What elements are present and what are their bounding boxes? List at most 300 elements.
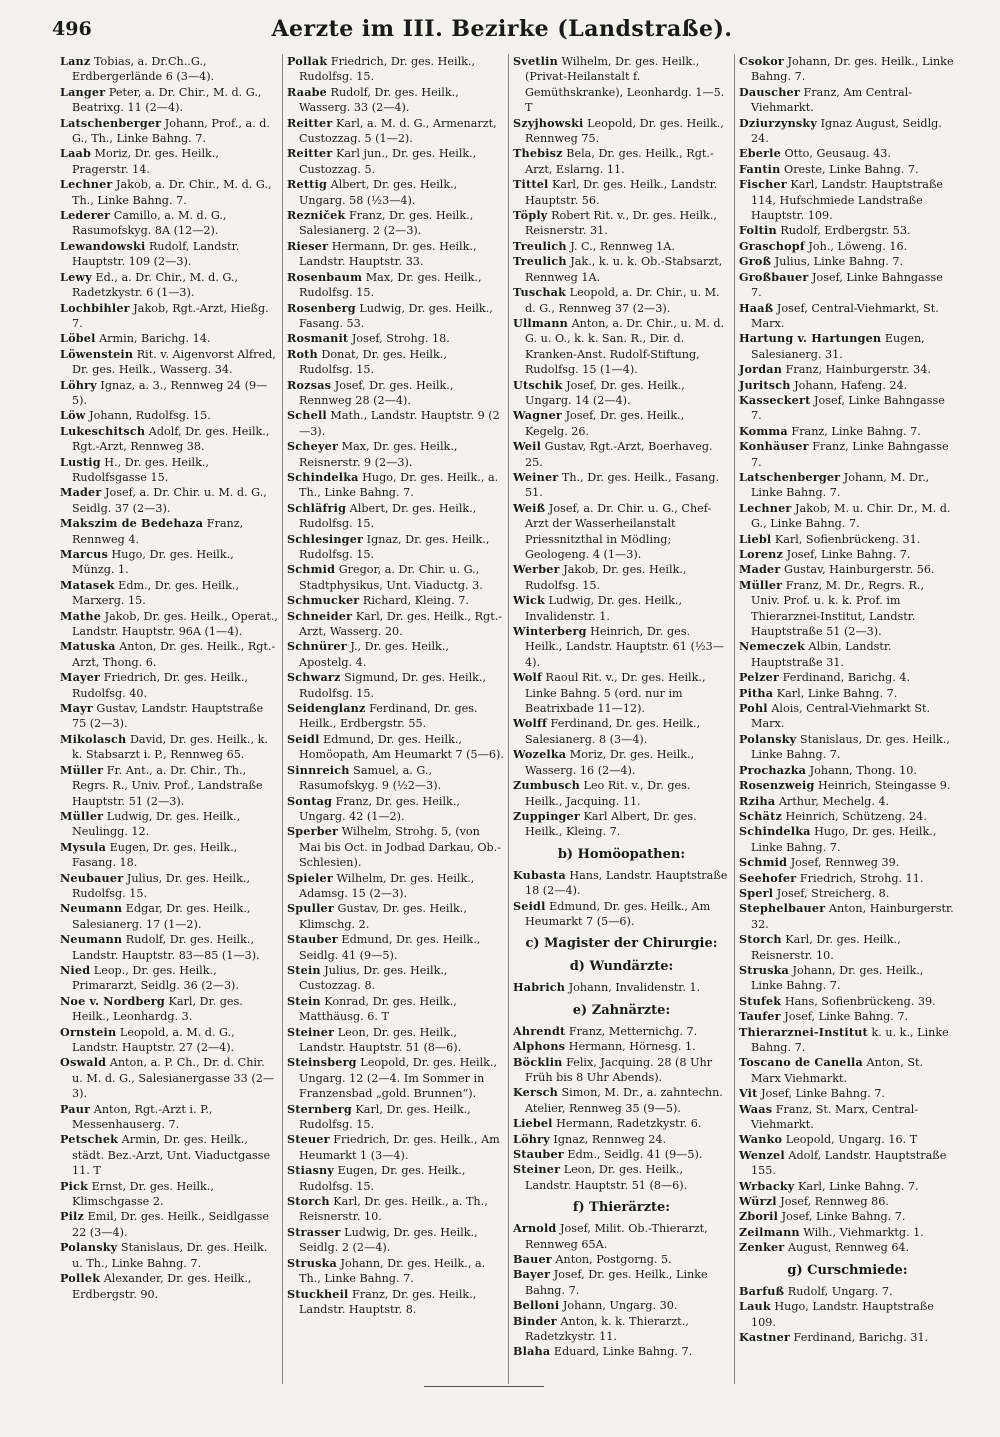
directory-entry <box>739 963 956 994</box>
directory-entry <box>287 1025 504 1056</box>
entry-name: Zboril <box>739 1209 779 1224</box>
entry-details: Johann, Prof., a. d. G., Th., Linke Bahng. 7. <box>72 116 270 146</box>
entry-details: Karl, Linke Bahng. 7. <box>773 686 898 700</box>
entry-name: Lechner <box>60 177 113 192</box>
entry-details: Josef, Strohg. 18. <box>348 332 450 346</box>
directory-entry <box>739 1148 956 1179</box>
entry-details: Josef, Central-Viehmarkt, St. Marx. <box>751 301 939 330</box>
entry-name: Neubauer <box>60 870 124 885</box>
entry-details: Karl, Dr. ges. Heilk., Landstr. Hauptstr. 56. <box>525 178 718 207</box>
section-heading: e) Zahnärzte: <box>572 1002 671 1018</box>
entry-details: Ludwig, Dr. ges. Heilk., Fasang. 53. <box>299 301 493 330</box>
directory-entry <box>739 439 956 470</box>
entry-name: Stiasny <box>287 1163 335 1178</box>
entry-name: Lauk <box>739 1299 771 1314</box>
directory-entry <box>287 670 504 701</box>
entry-name: Dauscher <box>739 84 800 99</box>
entry-name: Wenzel <box>739 1147 785 1162</box>
entry-details: Anton, St. Marx Viehmarkt. <box>751 1056 924 1085</box>
entry-details: Gustav, Dr. ges. Heilk., Klimschg. 2. <box>299 902 467 931</box>
entry-details: Josef, Rennweg 86. <box>776 1195 889 1209</box>
directory-entry <box>513 239 730 254</box>
entry-details: Johann, Invalidenstr. 1. <box>565 981 701 995</box>
entry-details: Anton, k. k. Thierarzt., Radetzkystr. 11. <box>525 1314 689 1344</box>
directory-entry <box>513 470 730 501</box>
directory-entry <box>513 146 730 177</box>
entry-details: Gustav, Hainburgerstr. 56. <box>780 563 935 577</box>
entry-name: Pollek <box>60 1271 101 1286</box>
entry-name: Pelzer <box>739 670 780 685</box>
entry-details: Wilhelm, Strohg. 5, (von Mai bis Oct. in Jodbad Darkau, Ob.-Schlesien). <box>299 825 502 870</box>
entry-name: Latschenberger <box>60 115 162 130</box>
entry-details: Anton, Postgorng. 5. <box>551 1253 672 1267</box>
directory-entry <box>287 1132 504 1163</box>
entry-details: Ignaz, a. 3., Rennweg 24 (9—5). <box>72 378 268 407</box>
directory-entry <box>287 1256 504 1287</box>
entry-name: Werber <box>513 562 560 577</box>
directory-entry <box>287 901 504 932</box>
entry-name: Weiß <box>513 500 546 515</box>
entry-name: Polansky <box>739 731 797 746</box>
entry-name: Löhry <box>60 377 97 392</box>
directory-entry <box>287 871 504 902</box>
entry-name: Wolff <box>513 716 547 731</box>
column-3 <box>508 54 734 1384</box>
entry-details: Ernst, Dr. ges. Heilk., Klimschgasse 2. <box>72 1179 214 1209</box>
directory-entry <box>739 1284 956 1299</box>
entry-details: Franz, Dr. ges. Heilk., Salesianerg. 2 (2—3). <box>299 209 474 238</box>
entry-name: Spuller <box>287 901 334 916</box>
directory-entry <box>739 116 956 147</box>
entry-details: Franz, Hainburgerstr. 34. <box>782 363 931 377</box>
entry-details: Josef, a. Dr. Chir. u. M. d. G., Seidlg. 37 (2—3). <box>72 486 267 515</box>
directory-entry <box>513 1116 730 1131</box>
section-heading: c) Magister der Chirurgie: <box>525 936 718 952</box>
entry-name: Müller <box>739 577 783 592</box>
directory-entry <box>60 901 278 932</box>
entry-name: Schindelka <box>287 469 359 484</box>
directory-entry <box>60 732 278 763</box>
entry-name: Löbel <box>60 331 96 346</box>
entry-name: Svetlin <box>513 54 558 68</box>
entry-details: Bela, Dr. ges. Heilk., Rgt.-Arzt, Eslarng. 11. <box>525 147 714 176</box>
directory-entry <box>287 1287 504 1318</box>
entry-details: Gustav, Rgt.-Arzt, Boerhaveg. 25. <box>525 440 713 469</box>
entry-details: Adolf, Dr. ges. Heilk., Rgt.-Arzt, Rennweg 38. <box>72 424 270 454</box>
directory-entry <box>513 1055 730 1086</box>
entry-name: Nied <box>60 962 91 977</box>
entry-details: Ferdinand, Dr. ges. Heilk., Erdbergstr. 55. <box>299 702 478 731</box>
entry-name: Habrich <box>513 980 566 995</box>
directory-entry <box>513 716 730 747</box>
entry-name: Winterberg <box>513 624 587 639</box>
directory-entry <box>739 223 956 238</box>
entry-details: Heinrich, Steingasse 9. <box>814 779 951 793</box>
entry-details: Edmund, Dr. ges. Heilk., Seidlg. 41 (9—5). <box>299 933 481 962</box>
directory-entry <box>287 116 504 147</box>
directory-entry <box>739 301 956 332</box>
entry-details: Karl, a. M. d. G., Armenarzt, Custozzag. 5 (1—2). <box>299 116 497 146</box>
page-header <box>52 18 952 46</box>
directory-entry <box>60 516 278 547</box>
entry-details: Hermann, Dr. ges. Heilk., Landstr. Hauptstr. 33. <box>299 239 477 269</box>
entry-details: Edmund, Dr. ges. Heilk., Am Heumarkt 7 (5—6). <box>525 899 711 928</box>
directory-entry <box>60 208 278 239</box>
entry-name: Ullmann <box>513 315 569 330</box>
directory-entry <box>739 932 956 963</box>
entry-name: Stephelbauer <box>739 901 826 916</box>
entry-name: Mader <box>60 485 102 500</box>
directory-entry <box>513 177 730 208</box>
entry-name: Mathe <box>60 608 102 623</box>
entry-name: Haaß <box>739 300 774 315</box>
entry-name: Rozsas <box>287 377 332 392</box>
directory-entry <box>739 424 956 439</box>
directory-entry <box>60 840 278 871</box>
entry-details: Ignaz, Rennweg 24. <box>549 1132 667 1146</box>
directory-columns <box>56 54 960 1384</box>
directory-entry <box>513 316 730 378</box>
entry-details: Johann, M. Dr., Linke Bahng. 7. <box>751 470 930 500</box>
directory-entry <box>60 763 278 809</box>
entry-name: Arnold <box>513 1221 557 1236</box>
directory-entry <box>739 1009 956 1024</box>
directory-entry <box>60 609 278 640</box>
entry-details: Felix, Jacquing. 28 (8 Uhr Früh bis 8 Uhr Abends). <box>525 1055 713 1084</box>
entry-name: Töply <box>513 208 548 223</box>
entry-details: Franz, Linke Bahngasse 7. <box>751 440 949 469</box>
entry-name: Mader <box>739 562 781 577</box>
entry-details: Josef, Linke Bahng. 7. <box>783 548 911 561</box>
entry-details: Adolf, Landstr. Hauptstraße 155. <box>751 1148 947 1178</box>
directory-entry <box>739 562 956 577</box>
entry-name: Lechner <box>739 500 792 515</box>
directory-entry <box>739 1025 956 1056</box>
entry-details: Rudolf, Dr. ges. Heilk., Landstr. Hauptstr. 83—85 (1—3). <box>72 933 260 962</box>
directory-entry <box>739 639 956 670</box>
directory-entry <box>513 980 730 995</box>
entry-name: Tuschak <box>513 285 567 300</box>
entry-details: Simon, M. Dr., a. zahntechn. Atelier, Rennweg 35 (9—5). <box>525 1086 723 1115</box>
entry-name: Matasek <box>60 577 115 592</box>
entry-name: Stein <box>287 962 321 977</box>
directory-entry <box>739 547 956 562</box>
directory-entry <box>287 54 504 85</box>
directory-entry <box>60 177 278 208</box>
entry-details: Emil, Dr. ges. Heilk., Seidlgasse 22 (3—4). <box>72 1210 270 1239</box>
entry-name: Rosmanit <box>287 331 349 346</box>
directory-entry <box>739 1194 956 1209</box>
entry-name: Schneider <box>287 608 353 623</box>
entry-name: Stufek <box>739 993 782 1008</box>
directory-entry <box>739 378 956 393</box>
directory-entry <box>513 1039 730 1054</box>
entry-name: Böcklin <box>513 1054 563 1069</box>
entry-name: Struska <box>739 962 789 977</box>
directory-entry <box>287 532 504 563</box>
entry-details: David, Dr. ges. Heilk., k. k. Stabsarzt i. P., Rennweg 65. <box>72 732 268 762</box>
entry-details: Leopold, Dr. ges. Heilk., Ungarg. 12 (2—4. Im Sommer in Franzensbad „gold. Brunnen“). <box>299 1056 498 1101</box>
directory-entry <box>287 763 504 794</box>
entry-name: Schätz <box>739 808 782 823</box>
directory-entry <box>739 254 956 269</box>
entry-details: Rudolf, Ungarg. 7. <box>784 1284 893 1298</box>
entry-name: Stauber <box>513 1147 564 1161</box>
entry-name: Wolf <box>513 670 542 685</box>
entry-details: Leon, Dr. ges. Heilk., Landstr. Hauptstr. 51 (8—6). <box>525 1163 688 1192</box>
entry-name: Spieler <box>287 870 333 885</box>
directory-entry <box>287 824 504 870</box>
entry-details: Jakob, M. u. Chir. Dr., M. d. G., Linke Bahng. 7. <box>751 501 951 531</box>
entry-name: Schlesinger <box>287 531 364 546</box>
entry-name: Seidenglanz <box>287 701 366 716</box>
directory-entry <box>739 1299 956 1330</box>
entry-details: Camillo, a. M. d. G., Rasumofskyg. 8A (12—2). <box>72 209 227 238</box>
directory-entry <box>513 1344 730 1359</box>
column-2 <box>282 54 508 1384</box>
entry-name: Matuska <box>60 639 116 654</box>
entry-details: Hugo, Dr. ges. Heilk., Linke Bahng. 7. <box>751 825 937 854</box>
entry-details: Karl, Dr. ges. Heilk., a. Th., Reisnerstr. 10. <box>299 1195 488 1224</box>
directory-entry <box>60 378 278 409</box>
entry-name: Schwarz <box>287 670 341 685</box>
entry-details: Albert, Dr. ges. Heilk., Rudolfsg. 15. <box>299 501 477 531</box>
entry-details: Edgar, Dr. ges. Heilk., Salesianerg. 17 (1—2). <box>72 902 251 931</box>
entry-name: Müller <box>60 762 104 777</box>
entry-details: Josef, Dr. ges. Heilk., Rennweg 28 (2—4). <box>299 378 454 407</box>
entry-details: Eugen, Dr. ges. Heilk., Rudolfsg. 15. <box>299 1164 466 1193</box>
directory-entry <box>60 347 278 378</box>
directory-entry <box>739 54 956 85</box>
entry-name: Langer <box>60 84 106 99</box>
entry-name: Lewy <box>60 269 92 284</box>
entry-name: Kersch <box>513 1085 558 1100</box>
entry-details: Anton, Dr. ges. Heilk., Rgt.-Arzt, Thong. 6. <box>72 640 276 669</box>
directory-entry <box>287 701 504 732</box>
directory-entry <box>60 670 278 701</box>
entry-details: Edm., Seidlg. 41 (9—5). <box>563 1148 703 1161</box>
entry-details: Heinrich, Schützeng. 24. <box>782 809 927 823</box>
entry-name: Sperl <box>739 885 774 900</box>
entry-name: Wick <box>513 593 545 608</box>
entry-details: Friedrich, Dr. ges. Heilk., Am Heumarkt 1 (3—4). <box>299 1133 500 1162</box>
directory-entry <box>739 1102 956 1133</box>
directory-entry <box>739 1179 956 1194</box>
directory-entry <box>60 578 278 609</box>
entry-name: Toscano de Canella <box>739 1055 863 1070</box>
directory-entry <box>513 899 730 930</box>
entry-details: Karl jun., Dr. ges. Heilk., Custozzag. 5. <box>299 147 477 176</box>
entry-details: Ignaz, Dr. ges. Heilk., Rudolfsg. 15. <box>299 532 490 561</box>
directory-entry <box>60 871 278 902</box>
directory-entry <box>513 593 730 624</box>
entry-details: Karl, Dr. ges. Heilk., Rudolfsg. 15. <box>299 1102 471 1132</box>
directory-entry <box>739 871 956 886</box>
entry-details: Johann, Rudolfsg. 15. <box>85 409 211 423</box>
entry-name: Dziurzynsky <box>739 115 818 130</box>
entry-details: Karl, Dr. ges. Heilk., Leonhardg. 3. <box>72 994 243 1024</box>
entry-details: Ludwig, Dr. ges. Heilk., Neulingg. 12. <box>72 809 241 839</box>
directory-entry <box>739 177 956 223</box>
entry-name: Schmid <box>287 562 336 577</box>
entry-details: Karl, Landstr. Hauptstraße 114, Hufschmiede Landstraße Hauptstr. 109. <box>751 178 944 223</box>
entry-details: Tobias, a. Dr.Ch..G., Erdbergerlände 6 (3—4). <box>72 55 215 84</box>
entry-details: Ferdinand, Dr. ges. Heilk., Salesianerg. 8 (3—4). <box>525 717 701 746</box>
entry-details: Jak., k. u. k. Ob.-Stabsarzt, Rennweg 1A. <box>525 255 723 284</box>
entry-name: Weiner <box>513 469 559 484</box>
directory-entry <box>739 1330 956 1345</box>
directory-entry <box>513 54 730 116</box>
entry-details: Julius, Dr. ges. Heilk., Rudolfsg. 15. <box>72 871 251 900</box>
entry-details: Albert, Dr. ges. Heilk., Ungarg. 58 (½3—4). <box>299 178 458 207</box>
entry-name: Struska <box>287 1255 337 1270</box>
entry-details: Gustav, Landstr. Hauptstraße 75 (2—3). <box>72 702 264 731</box>
entry-name: Liebel <box>513 1116 553 1131</box>
entry-name: Pollak <box>287 54 328 68</box>
directory-entry <box>60 301 278 332</box>
entry-details: Edm., Dr. ges. Heilk., Marxerg. 15. <box>72 578 240 608</box>
directory-entry <box>513 1147 730 1162</box>
entry-name: Sinnreich <box>287 762 350 777</box>
entry-details: Ferdinand, Barichg. 31. <box>790 1330 929 1344</box>
section-heading: d) Wundärzte: <box>569 959 674 975</box>
entry-name: Roth <box>287 346 318 361</box>
entry-name: Pick <box>60 1178 89 1193</box>
directory-entry <box>739 362 956 377</box>
entry-name: Fantin <box>739 161 781 176</box>
directory-entry <box>513 809 730 840</box>
entry-details: Samuel, a. G., Rasumofskyg. 9 (½2—3). <box>299 763 442 793</box>
directory-entry <box>739 1209 956 1224</box>
entry-name: Rezniček <box>287 208 346 223</box>
entry-name: Nemeczek <box>739 639 805 654</box>
entry-details: Anton, Rgt.-Arzt i. P., Messenhauserg. 7. <box>72 1102 213 1132</box>
entry-details: Josef, Linke Bahng. 7. <box>757 1087 885 1101</box>
directory-entry <box>287 146 504 177</box>
directory-entry <box>60 809 278 840</box>
entry-details: Franz, Linke Bahng. 7. <box>787 424 921 438</box>
directory-entry <box>739 763 956 778</box>
directory-entry <box>739 162 956 177</box>
entry-details: Sigmund, Dr. ges. Heilk., Rudolfsg. 15. <box>299 671 487 700</box>
entry-details: Josef, Linke Bahngasse 7. <box>751 270 943 300</box>
entry-details: Karl, Dr. ges. Heilk., Rgt.-Arzt, Wasserg. 20. <box>299 609 503 639</box>
entry-details: Moriz, Dr. ges. Heilk., Pragerstr. 14. <box>72 147 219 176</box>
entry-name: Liebl <box>739 531 772 546</box>
directory-entry <box>60 932 278 963</box>
directory-entry <box>60 116 278 147</box>
entry-details: Eduard, Linke Bahng. 7. <box>550 1345 693 1359</box>
entry-name: Rettig <box>287 177 328 192</box>
entry-name: Ahrendt <box>513 1023 566 1038</box>
entry-details: Johann, Thong. 10. <box>806 763 917 777</box>
entry-details: Ed., a. Dr. Chir., M. d. G., Radetzkystr. 6 (1—3). <box>72 270 239 300</box>
entry-details: Joh., Löweng. 16. <box>804 239 908 253</box>
directory-entry <box>513 439 730 470</box>
directory-entry <box>739 501 956 532</box>
entry-name: Lochbihler <box>60 300 130 315</box>
directory-entry <box>60 1102 278 1133</box>
entry-name: Marcus <box>60 547 108 561</box>
entry-details: Leopold, a. M. d. G., Landstr. Hauptstr. 27 (2—4). <box>72 1025 235 1054</box>
section-heading: g) Curschmiede: <box>787 1262 908 1278</box>
entry-details: Julius, Linke Bahng. 7. <box>771 255 904 269</box>
entry-name: Löw <box>60 408 86 423</box>
directory-entry <box>513 562 730 593</box>
entry-name: Oswald <box>60 1055 107 1070</box>
directory-entry <box>287 208 504 239</box>
directory-entry <box>60 270 278 301</box>
entry-details: Jakob, a. Dr. Chir., M. d. G., Th., Linke Bahng. 7. <box>72 178 272 207</box>
directory-entry <box>739 532 956 547</box>
directory-entry <box>60 639 278 670</box>
directory-entry <box>60 1240 278 1271</box>
directory-entry <box>513 747 730 778</box>
entry-details: Josef, Dr. ges. Heilk., Linke Bahng. 7. <box>525 1268 708 1297</box>
entry-details: Johann, Dr. ges. Heilk., a. Th., Linke Bahng. 7. <box>299 1256 486 1286</box>
directory-entry <box>739 901 956 932</box>
entry-details: Moriz, Dr. ges. Heilk., Wasserg. 16 (2—4). <box>525 748 695 777</box>
entry-name: Eberle <box>739 146 781 161</box>
page-title: Aerzte im III. Bezirke (Landstraße). <box>271 16 733 42</box>
entry-details: Leon, Dr. ges. Heilk., Landstr. Hauptstr. 51 (8—6). <box>299 1025 462 1054</box>
entry-name: Bauer <box>513 1252 552 1267</box>
entry-name: Schmucker <box>287 593 360 608</box>
entry-details: Jakob, Rgt.-Arzt, Hießg. 7. <box>72 301 269 330</box>
entry-name: Ornstein <box>60 1024 117 1039</box>
entry-details: Eugen, Salesianerg. 31. <box>751 332 925 361</box>
entry-details: Rudolf, Dr. ges. Heilk., Wasserg. 33 (2—4). <box>299 85 459 115</box>
directory-entry <box>513 208 730 239</box>
entry-details: Leo Rit. v., Dr. ges. Heilk., Jacquing. 11. <box>525 779 691 808</box>
entry-name: Treulich <box>513 254 567 269</box>
directory-entry <box>513 1314 730 1345</box>
directory-entry <box>513 116 730 147</box>
entry-name: Schläfrig <box>287 500 347 515</box>
directory-entry <box>739 886 956 901</box>
entry-details: Karl Albert, Dr. ges. Heilk., Kleing. 7. <box>525 809 697 839</box>
entry-name: Barfuß <box>739 1283 785 1298</box>
entry-details: Max, Dr. ges. Heilk., Reisnerstr. 9 (2—3). <box>299 440 458 469</box>
entry-name: Hartung v. Hartungen <box>739 331 882 346</box>
entry-name: Lorenz <box>739 547 784 561</box>
entry-details: Friedrich, Dr. ges. Heilk., Rudolfsg. 40. <box>72 671 248 700</box>
entry-name: Raabe <box>287 84 327 99</box>
entry-details: Franz, Metternichg. 7. <box>565 1024 698 1038</box>
directory-entry <box>60 331 278 346</box>
directory-entry <box>287 1163 504 1194</box>
entry-name: Storch <box>287 1194 330 1209</box>
entry-details: Wilhelm, Dr. ges. Heilk., (Privat-Heilanstalt f. Gemüthskranke), Leonhardg. 1—5. T <box>525 55 725 115</box>
directory-entry <box>287 470 504 501</box>
entry-details: Ignaz August, Seidlg. 24. <box>751 116 942 146</box>
entry-details: Robert Rit. v., Dr. ges. Heilk., Reisnerstr. 31. <box>525 209 717 238</box>
entry-name: Reitter <box>287 146 333 161</box>
entry-name: Seidl <box>513 898 546 913</box>
entry-name: Rosenzweig <box>739 778 815 793</box>
entry-details: Ludwig, Dr. ges. Heilk., Invalidenstr. 1. <box>525 594 683 623</box>
directory-entry <box>739 1132 956 1147</box>
directory-entry <box>739 470 956 501</box>
entry-details: Wilhelm, Dr. ges. Heilk., Adamsg. 15 (2—3). <box>299 871 475 900</box>
entry-name: Prochazka <box>739 762 807 777</box>
entry-name: Foltin <box>739 223 777 238</box>
entry-name: Löwenstein <box>60 346 134 361</box>
directory-entry <box>739 670 956 685</box>
entry-details: Franz, Am Central-Viehmarkt. <box>751 85 913 115</box>
directory-entry <box>513 1162 730 1193</box>
entry-details: Leop., Dr. ges. Heilk., Primararzt, Seidlg. 36 (2—3). <box>72 963 239 993</box>
